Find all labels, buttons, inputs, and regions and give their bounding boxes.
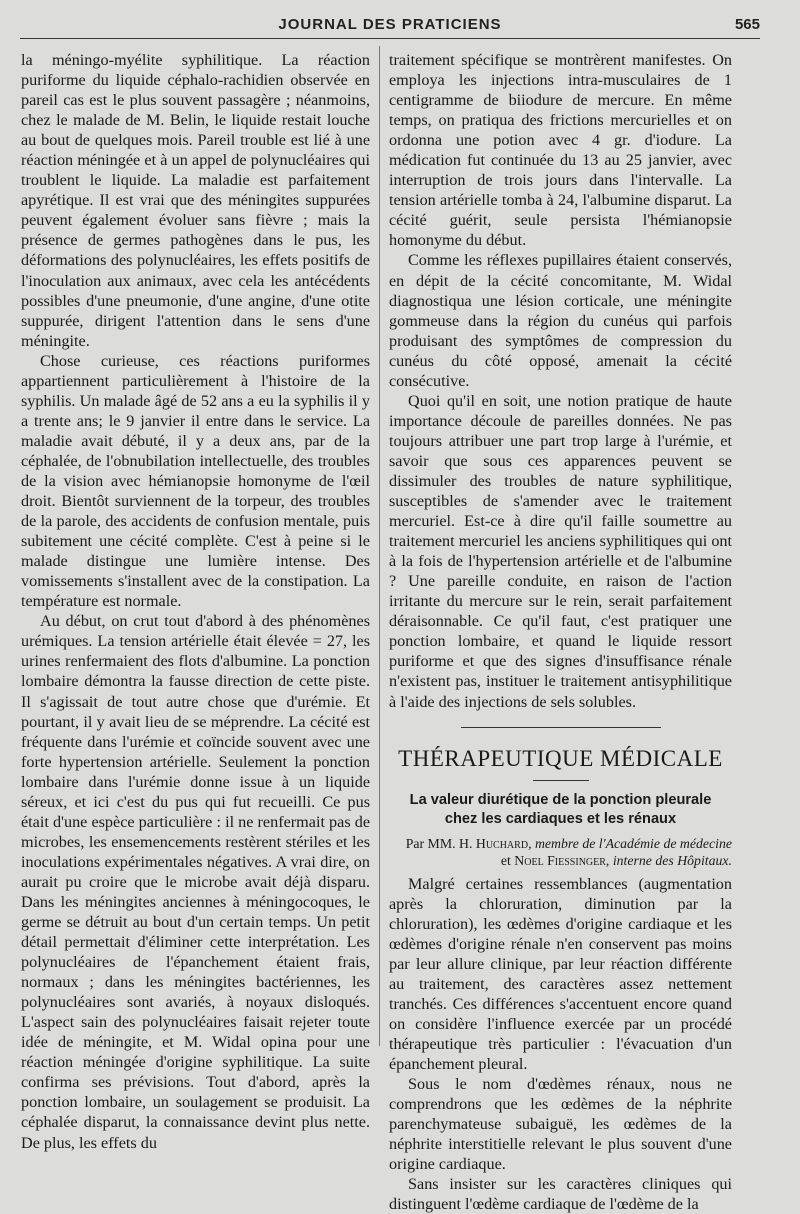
author-role: , interne des Hôpitaux. <box>605 852 732 868</box>
paragraph: Comme les réflexes pupillaires étaient conservés, en dépit de la cécité concomitante, M. Widal diagnostiqua une lésion corticale, une méningite gommeuse dans la région du cunéus qui parfois produisant des symptômes de compression du cunéus du côté opposé, amenait la cécité consécutive. <box>389 251 732 390</box>
article-title <box>389 791 732 829</box>
journal-title: JOURNAL DES PRATICIENS <box>278 16 502 33</box>
paragraph: Sans insister sur les caractères cliniques qui distinguent l'œdème cardiaque de l'œdème de la <box>389 1175 732 1214</box>
paragraph: Au début, on crut tout d'abord à des phénomènes urémiques. La tension artérielle était élevée = 27, les urines renfermaient des flots d'albumine. La ponction lombaire démontra la fausse direction de cette piste. Il s'agissait de tout autre chose que d'urémie. Et pourtant, il y avait lieu de se méprendre. La cécité est fréquente dans l'urémie et coïncide souvent avec une forte hypertension artérielle. Seulement la ponction lombaire dans l'urémie donne issue à un liquide séreux, et ici c'est du pus qui fut recueilli. Ce pus était d'une espèce particulière : il ne renfermait pas de microbes, les ensemencements restèrent stériles et les inoculations expérimentales négatives. A vrai dire, on aurait pu croire que le microbe avait déjà disparu. Dans les méningites anciennes à méningocoques, le germe se détruit au bout d'un certain temps. Un petit détail permettait d'éliminer cette interprétation. Les polynucléaires de l'épanchement étaient frais, normaux ; dans les méningites bactériennes, les polynucléaires sont avariés, à noyaux disloqués. L'aspect sain des polynucléaires faisait rejeter toute idée de méningite, et M. Widal opina pour une réaction méningée d'origine syphilitique. La suite confirma ses prévisions. Tout d'abord, après la ponction lombaire, un soulagement se produisit. La céphalée disparut, la connaissance devint plus nette. De plus, les effets du <box>21 612 370 1152</box>
left-column <box>21 50 370 1153</box>
page-number: 565 <box>734 16 760 33</box>
byline-prefix: Par MM. H. <box>405 835 476 851</box>
paragraph: Chose curieuse, ces réactions puriformes appartiennent particulièrement à l'histoire de la syphilis. Un malade âgé de 52 ans a eu la syphilis il y a trente ans; le 9 janvier il entre dans le service. La maladie avait débuté, il y a deux ans, par de la céphalée, de l'obnubilation intellectuelle, des troubles de la vision avec hémianopsie homonyme de l'œil droit. Bientôt surviennent de la torpeur, des troubles de la parole, des accidents de confusion mentale, puis subitement une cécité complète. C'est à peine si le malade distingue une lumière intense. Des vomissements s'installent avec de la constipation. La température est normale. <box>21 351 370 611</box>
author-name: Huchard <box>475 835 529 851</box>
running-header <box>20 14 760 39</box>
paragraph: Malgré certaines ressemblances (augmentation après la chloruration, diminution par la chloruration), les œdèmes d'origine cardiaque et les œdèmes d'origine rénale n'en conservent pas moins par leur allure clinique, par leur réaction différente au traitement, des caractères assez nettement tranchés. Ces différences s'accentuent encore quand on considère l'influence exercée par un procédé thérapeutique très particulier : l'évacuation d'un épanchement pleural. <box>389 874 732 1073</box>
article-title-line1: La valeur diurétique de la ponction pleurale <box>409 791 712 808</box>
author-role: , membre de l'Académie de médecine <box>528 835 732 851</box>
section-separator <box>461 727 661 728</box>
article-title-line2: chez les cardiaques et les rénaux <box>444 810 677 827</box>
paragraph: la méningo-myélite syphilitique. La réaction puriforme du liquide céphalo-rachidien observée en pareil cas est le plus souvent passagère ; néanmoins, chez le malade de M. Belin, le liquide restait louche au bout de quelques mois. Pareil trouble est lié à une réaction méningée et à un appel de polynucléaires qui troublent le liquide. La maladie est parfaitement apyrétique. Il est vrai que des méningites suppurées peuvent également évoluer sans fièvre ; mais la présence de germes pathogènes dans le pus, les déformations des polynucléaires, les effets positifs de l'inoculation aux animaux, avec cela les antécédents possibles d'une pneumonie, d'une angine, d'une otite suppurée, dirigent l'attention dans le sens d'une méningite. <box>21 51 370 350</box>
byline <box>389 835 732 869</box>
paragraph: traitement spécifique se montrèrent manifestes. On employa les injections intra-musculaires de 1 centigramme de biiodure de mercure. En même temps, on pratiqua des frictions mercurielles et on ordonna une potion avec 4 gr. d'iodure. La médication fut continuée du 13 au 25 janvier, avec interruption de trois jours dans l'intervalle. La tension artérielle tomba à 24, l'albumine disparut. La cécité guérit, seule persista l'hémianopsie homonyme du début. <box>389 51 732 250</box>
right-column <box>389 50 732 1214</box>
author-name: Noel Fiessinger <box>514 852 606 868</box>
column-divider <box>379 46 380 1046</box>
section-title: THÉRAPEUTIQUE MÉDICALE <box>398 745 723 771</box>
paragraph: Sous le nom d'œdèmes rénaux, nous ne comprendrons que les œdèmes de la néphrite parenchymateuse subaiguë, les œdèmes de la néphrite interstitielle relevant le plus souvent d'une origine cardiaque. <box>389 1075 732 1174</box>
paragraph: Quoi qu'il en soit, une notion pratique de haute importance découle de pareilles données. Ne pas toujours attribuer une part trop large à l'urémie, et savoir que sous ces apparences peuvent se dissimuler des troubles de nature syphilitique, susceptibles de s'amender avec le traitement mercuriel. Est-ce à dire qu'il faille soumettre au traitement mercuriel les anciens syphilitiques qui ont à la fois de l'hypertension artérielle et de l'albumine ? Une pareille conduite, en raison de l'action irritante du mercure sur le rein, serait parfaitement déraisonnable. Ce qu'il faut, c'est pratiquer une ponction lombaire, et quand le liquide ressort puriforme et que des signes d'insuffisance rénale n'existent pas, instituer le traitement antisyphilitique à l'aide des injections de sels solubles. <box>389 391 732 711</box>
byline-conjunction: et <box>500 852 515 868</box>
title-underline <box>533 780 589 781</box>
